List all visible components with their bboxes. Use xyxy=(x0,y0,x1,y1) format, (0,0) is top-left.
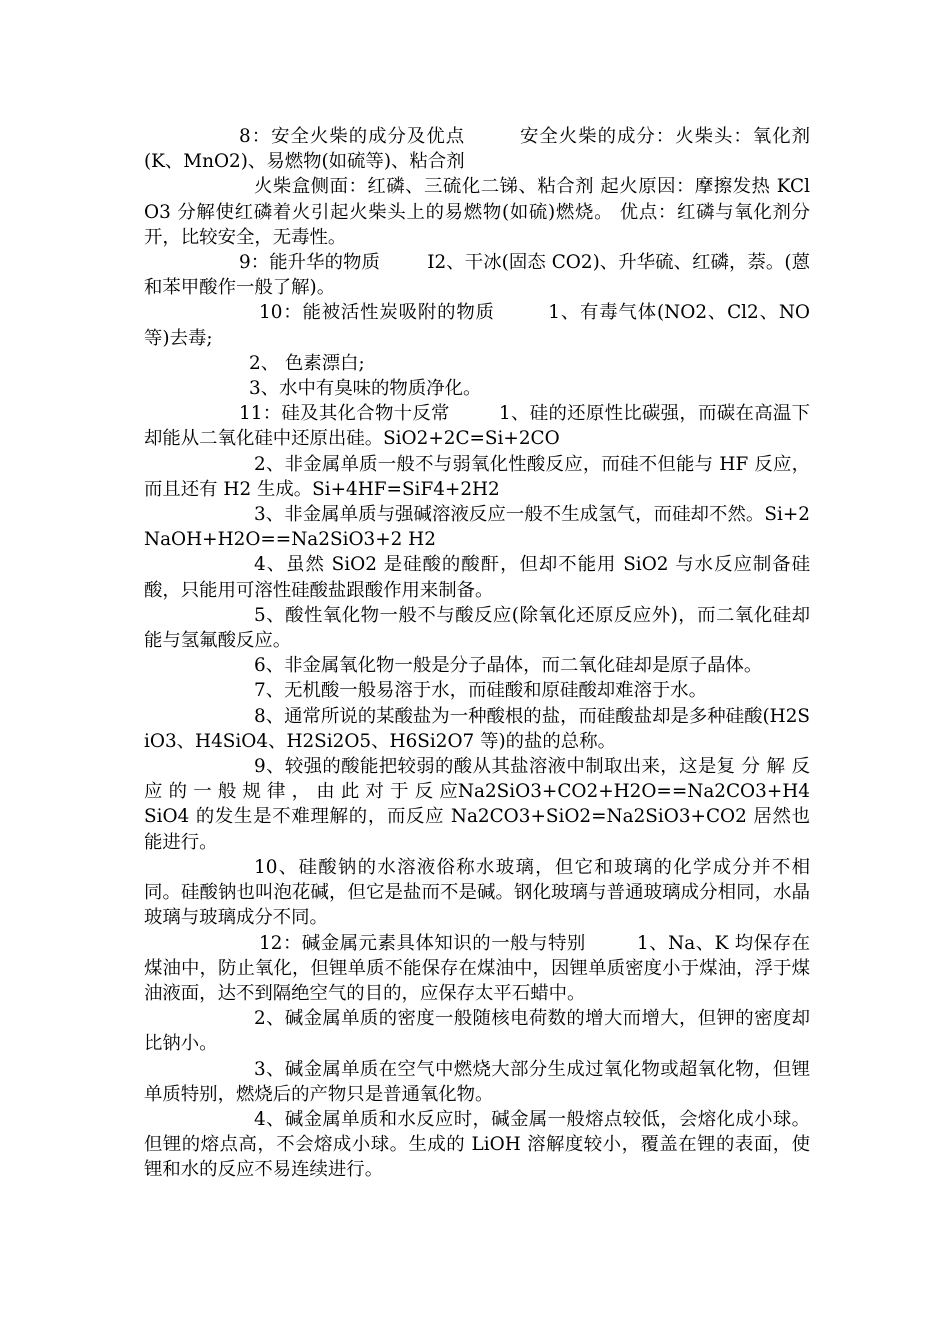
document-body xyxy=(144,124,816,1183)
paragraph-silicate-salt: 8、通常所说的某酸盐为一种酸根的盐，而硅酸盐却是多种硅酸(H2SiO3、H4SiO4、H2Si2O5、H6Si2O7 等)的盐的总称。 xyxy=(144,705,810,752)
paragraph-alkali-density: 2、碱金属单质的密度一般随核电荷数的增大而增大，但钾的密度却比钠小。 xyxy=(144,1008,810,1055)
paragraph-silicon-anomalies: 11：硅及其化合物十反常 1、硅的还原性比碳强，而碳在高温下却能从二氧化硅中还原出硅。SiO2+2C=Si+2CO xyxy=(144,403,810,450)
paragraph-matchbox: 火柴盒侧面：红磷、三硫化二锑、粘合剂 起火原因：摩擦发热 KClO3 分解使红磷着火引起火柴头上的易燃物(如硫)燃烧。 优点：红磷与氧化剂分开，比较安全，无毒性。 xyxy=(144,176,810,248)
paragraph-water-odor: 3、水中有臭味的物质净化。 xyxy=(249,378,482,400)
paragraph-activated-carbon: 10：能被活性炭吸附的物质 1、有毒气体(NO2、Cl2、NO 等)去毒; xyxy=(144,302,816,349)
paragraph-alkali-water: 4、碱金属单质和水反应时，碱金属一般熔点较低，会熔化成小球。但锂的熔点高，不会熔成小球。生成的 LiOH 溶解度较小，覆盖在锂的表面，使锂和水的反应不易连续进行。 xyxy=(144,1108,810,1181)
paragraph-atomic-crystal: 6、非金属氧化物一般是分子晶体，而二氧化硅却是原子晶体。 xyxy=(254,655,763,677)
paragraph-sublimation: 9：能升华的物质 I2、干冰(固态 CO2)、升华硫、红磷，萘。(蒽和苯甲酸作一般了解)。 xyxy=(144,252,810,299)
paragraph-acidic-oxide: 5、酸性氧化物一般不与酸反应(除氧化还原反应外)，而二氧化硅却能与氢氟酸反应。 xyxy=(144,604,810,652)
paragraph-safety-match: 8：安全火柴的成分及优点 安全火柴的成分：火柴头：氧化剂(K、MnO2)、易燃物(如硫等)、粘合剂 xyxy=(144,126,810,173)
paragraph-silicon-hf: 2、非金属单质一般不与弱氧化性酸反应，而硅不但能与 HF 反应，而且还有 H2 生成。Si+4HF=SiF4+2H2 xyxy=(144,453,810,500)
paragraph-water-glass: 10、硅酸钠的水溶液俗称水玻璃，但它和玻璃的化学成分并不相同。硅酸钠也叫泡花碱，但它是盐而不是碱。钢化玻璃与普通玻璃成分相同，水晶玻璃与玻璃成分不同。 xyxy=(144,856,810,929)
paragraph-sio2-anhydride: 4、虽然 SiO2 是硅酸的酸酐，但却不能用 SiO2 与水反应制备硅酸，只能用可溶性硅酸盐跟酸作用来制备。 xyxy=(144,554,810,601)
paragraph-alkali-metals: 12：碱金属元素具体知识的一般与特别 1、Na、K 均保存在煤油中，防止氧化，但锂单质不能保存在煤油中，因锂单质密度小于煤油，浮于煤油液面，达不到隔绝空气的目的，应保存太平石蜡中。 xyxy=(144,932,810,1004)
paragraph-alkali-combustion: 3、碱金属单质在空气中燃烧大部分生成过氧化物或超氧化物，但锂单质特别，燃烧后的产物只是普通氧化物。 xyxy=(144,1058,810,1105)
paragraph-silicic-acid: 7、无机酸一般易溶于水，而硅酸和原硅酸却难溶于水。 xyxy=(254,680,708,702)
paragraph-strong-weak-acid: 9、较强的酸能把较弱的酸从其盐溶液中制取出来，这是复 分 解 反 应 的 一 般 规 律 ， 由 此 对 于 反 应Na2SiO3+CO2+H2O==Na2CO3+H4SiO4 的发生是不难理解的，而反应 Na2CO3+SiO2=Na2SiO3+CO2 居然也能进行。 xyxy=(144,756,816,853)
paragraph-silicon-naoh: 3、非金属单质与强碱溶液反应一般不生成氢气，而硅却不然。Si+2NaOH+H2O==Na2SiO3+2 H2 xyxy=(144,504,810,551)
paragraph-pigment-bleach: 2、 色素漂白; xyxy=(249,352,365,374)
